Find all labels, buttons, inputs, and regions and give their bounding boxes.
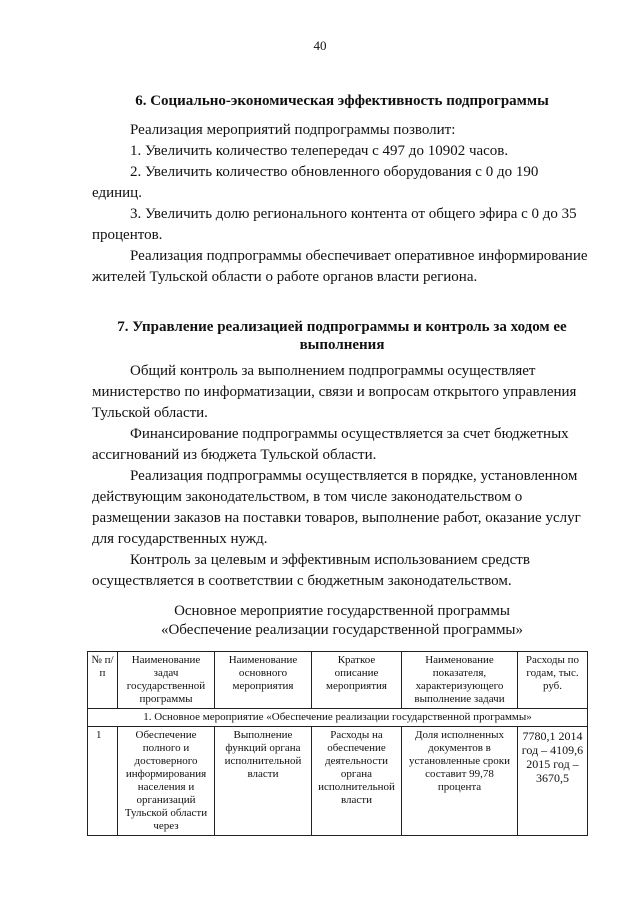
header-cell-description: Краткое описание мероприятия: [312, 652, 402, 709]
caption-line: Основное мероприятие государственной программы: [174, 603, 510, 619]
cell-main-activity: Выполнение функций органа исполнительной власти: [215, 727, 312, 836]
paragraph-line: Реализация подпрограммы обеспечивает оперативное информирование: [130, 248, 588, 264]
paragraph-line: единиц.: [92, 185, 142, 201]
paragraph-line: министерство по информатизации, связи и вопросам открытого управления: [92, 384, 577, 400]
section-7-body: [92, 361, 590, 592]
cell-number: 1: [88, 727, 118, 836]
cell-task: Обеспечение полного и достоверного информирования населения и организаций Тульской области через: [118, 727, 215, 836]
paragraph-line: Тульской области.: [92, 405, 208, 421]
cell-description: Расходы на обеспечение деятельности органа исполнительной власти: [312, 727, 402, 836]
paragraph-line: ассигнований из бюджета Тульской области.: [92, 447, 377, 463]
heading-line: 7. Управление реализацией подпрограммы и контроль за ходом ее: [117, 319, 567, 335]
paragraph-line: Реализация подпрограммы осуществляется в порядке, установленном: [130, 468, 578, 484]
header-cell-number: № п/п: [88, 652, 118, 709]
section-row-cell: 1. Основное мероприятие «Обеспечение реализации государственной программы»: [88, 709, 588, 727]
header-cell-expenses: Расходы по годам, тыс. руб.: [518, 652, 588, 709]
table-header-row: [88, 652, 588, 709]
paragraph-line: осуществляется в соответствии с бюджетным законодательством.: [92, 573, 512, 589]
paragraph-line: жителей Тульской области о работе органов власти региона.: [92, 269, 478, 285]
heading-line: выполнения: [299, 337, 385, 353]
header-cell-tasks: Наименование задач государственной программы: [118, 652, 215, 709]
paragraph-line: процентов.: [92, 227, 163, 243]
header-cell-indicator: Наименование показателя, характеризующего выполнение задачи: [402, 652, 518, 709]
table-section-row: [88, 709, 588, 727]
caption-line: «Обеспечение реализации государственной программы»: [160, 622, 524, 638]
section-6-body: [92, 120, 590, 288]
paragraph-line: 1. Увеличить количество телепередач с 497 до 10902 часов.: [130, 143, 509, 159]
header-cell-main-activity: Наименование основного мероприятия: [215, 652, 312, 709]
paragraph-line: Финансирование подпрограммы осуществляется за счет бюджетных: [130, 426, 569, 442]
paragraph-line: действующим законодательством, в том числе законодательством о: [92, 489, 523, 505]
table-caption: [92, 602, 592, 640]
paragraph-line: Общий контроль за выполнением подпрограммы осуществляет: [130, 363, 536, 379]
section-7-heading: [92, 318, 592, 354]
paragraph-line: для государственных нужд.: [92, 531, 268, 547]
paragraph-line: Реализация мероприятий подпрограммы позволит:: [130, 122, 456, 138]
paragraph-line: размещении заказов на поставки товаров, выполнение работ, оказание услуг: [92, 510, 581, 526]
paragraph-line: 3. Увеличить долю регионального контента от общего эфира с 0 до 35: [130, 206, 577, 222]
program-table: [87, 651, 588, 836]
cell-indicator: Доля исполненных документов в установленные сроки составит 99,78 процента: [402, 727, 518, 836]
paragraph-line: Контроль за целевым и эффективным использованием средств: [130, 552, 530, 568]
table-row: [88, 727, 588, 836]
page-number: 40: [313, 38, 327, 53]
section-6-heading: 6. Социально-экономическая эффективность подпрограммы: [135, 93, 549, 109]
paragraph-line: 2. Увеличить количество обновленного оборудования с 0 до 190: [130, 164, 539, 180]
cell-expenses: 7780,1 2014 год – 4109,6 2015 год – 3670,5: [518, 727, 588, 836]
